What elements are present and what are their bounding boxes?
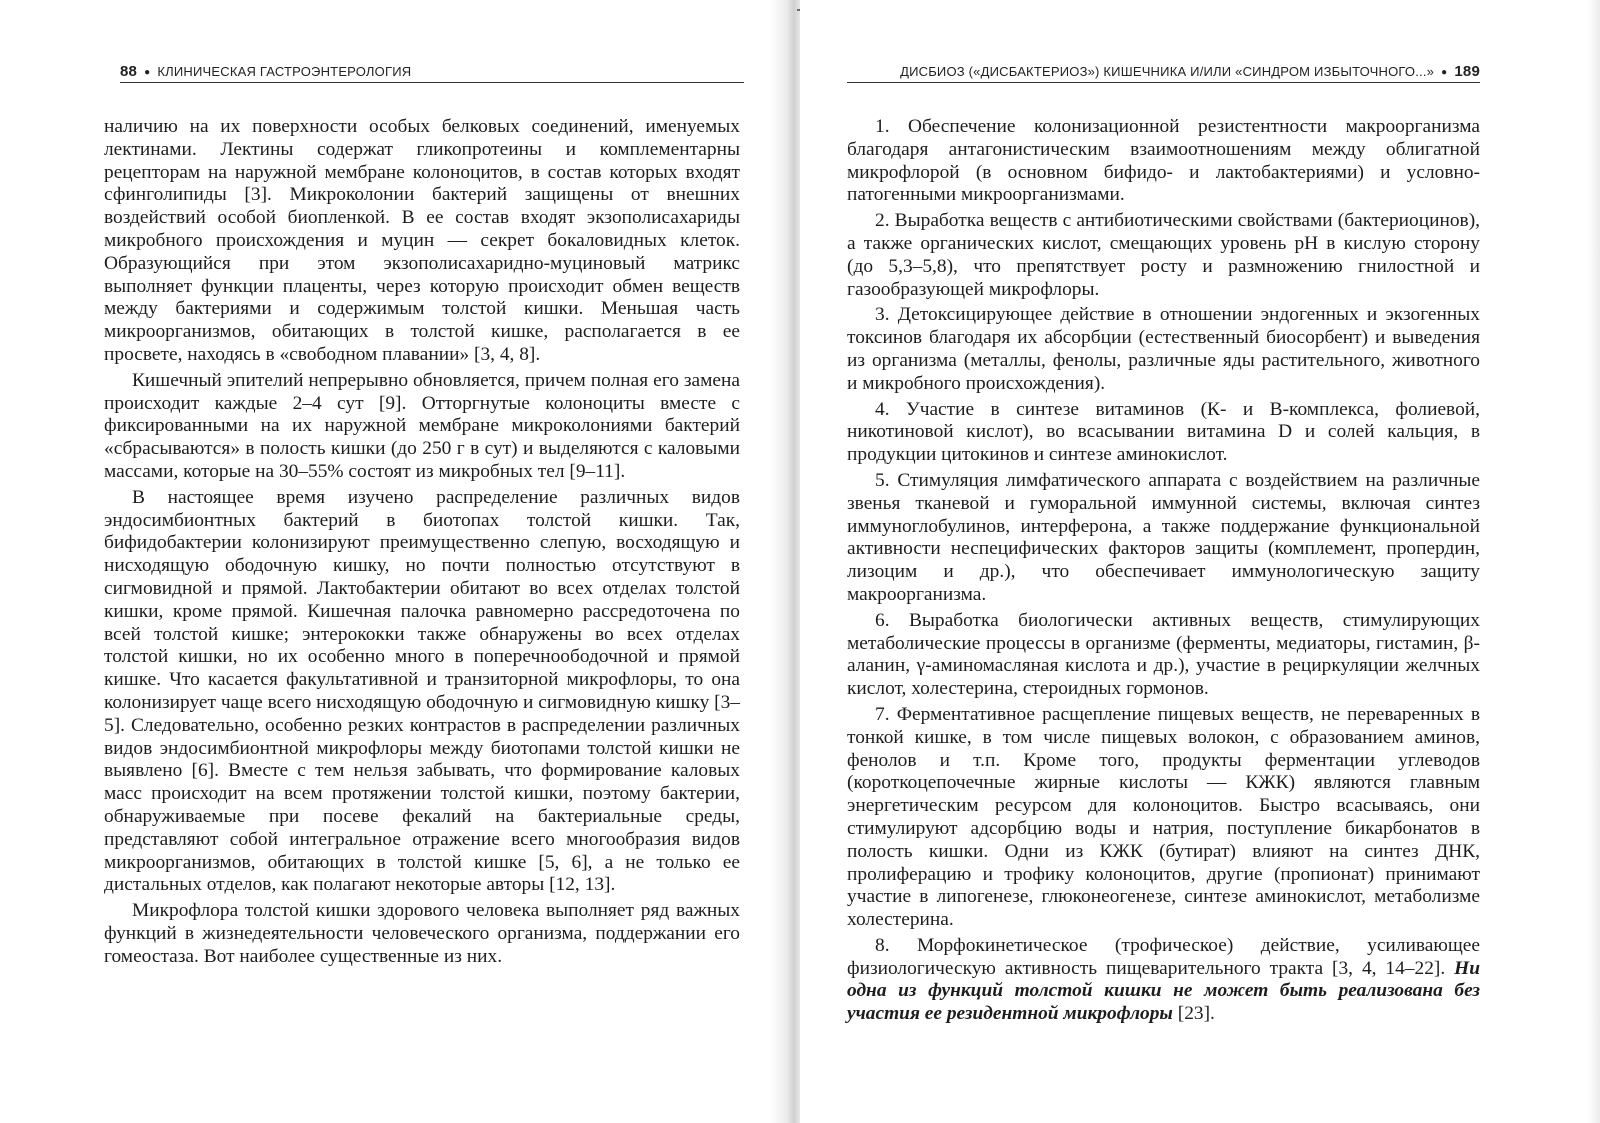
list-item: 5. Стимуляция лимфатического аппарата с воздействием на различные звенья тканевой и гуморальной иммунной системы, включая синтез иммуноглобулинов, интерферона, а также поддержание функциональной активности неспецифических факторов защиты (комплемент, пропердин, лизоцим и др.), что обеспечивает иммунологическую защиту макроорганизма. bbox=[847, 469, 1480, 605]
left-running-head-title: КЛИНИЧЕСКАЯ ГАСТРОЭНТЕРОЛОГИЯ bbox=[157, 64, 412, 79]
right-text-block bbox=[847, 116, 1480, 1026]
list-item bbox=[847, 935, 1480, 1026]
page-edge bbox=[1588, 0, 1600, 1123]
list-item: 2. Выработка веществ с антибиотическими свойствами (бактериоцинов), а также органических кислот, смещающих уровень pH в кислую сторону (до 5,3–5,8), что препятствует росту и размножению гнилостной и газообразующей микрофлоры. bbox=[847, 210, 1480, 300]
paragraph: наличию на их поверхности особых белковых соединений, именуемых лектинами. Лектины содержат гликопротеины и комплементарны рецепторам на наружной мембране колоноцитов, в состав которых входят сфинголипиды [3]. Микроколонии бактерий защищены от внешних воздействий особой биопленкой. В ее состав входят экзополисахариды микробного происхождения и муцин — секрет бокаловидных клеток. Образующийся при этом экзополисахаридно-муциновый матрикс выполняет функции плаценты, через которую происходит обмен веществ между бактериями и содержимым толстой кишки. Меньшая часть микроорганизмов, обитающих в толстой кишке, располагается в ее просвете, находясь в «свободном плавании» [3, 4, 8]. bbox=[104, 116, 740, 365]
bullet-separator-icon: ● bbox=[1441, 67, 1448, 78]
emphasis-text: Ни одна из функций толстой кишки не может быть реализована без участия ее резидентной микрофлоры bbox=[847, 957, 1480, 1025]
paragraph: Кишечный эпителий непрерывно обновляется, причем полная его замена происходит каждые 2–4 сут [9]. Отторгнутые колоноциты вместе с фиксированными на их наружной мембране микроколониями бактерий «сбрасываются» в полость кишки (до 250 г в сут) и выделяются с каловыми массами, которые на 30–55% состоят из микробных тел [9–11]. bbox=[104, 369, 740, 482]
bullet-separator-icon: ● bbox=[144, 67, 151, 78]
list-item: 1. Обеспечение колонизационной резистентности макроорганизма благодаря антагонистическим взаимоотношениям между облигатной микрофлорой (в основном бифидо- и лактобактериями) и условно-патогенными микроорганизмами. bbox=[847, 116, 1480, 206]
left-text-block bbox=[104, 116, 740, 968]
list-item: 6. Выработка биологически активных веществ, стимулирующих метаболические процессы в организме (ферменты, медиаторы, гистамин, β-аланин, γ-аминомасляная кислота и др.), участие в рециркуляции желчных кислот, холестерина, стероидных гормонов. bbox=[847, 609, 1480, 700]
list-item-text: 8. Морфокинетическое (трофическое) действие, усиливающее физиологическую активность пищеварительного тракта [3, 4, 14–22]. bbox=[847, 934, 1480, 979]
right-running-head bbox=[847, 62, 1480, 83]
paragraph: В настоящее время изучено распределение различных видов эндосимбионтных бактерий в биотопах толстой кишки. Так, бифидобактерии колонизируют преимущественно слепую, восходящую и нисходящую ободочную кишку, но почти полностью отсутствуют в сигмовидной и прямой. Лактобактерии обитают во всех отделах толстой кишки, кроме прямой. Кишечная палочка равномерно рассредоточена по всей толстой кишке; энтерококки также обнаружены во всех отделах толстой кишки, но их особенно много в поперечноободочной и прямой кишке. Что касается факультативной и транзиторной микрофлоры, то она колонизирует чаще всего нисходящую ободочную и сигмовидную кишку [3–5]. Следовательно, особенно резких контрастов в распределении различных видов эндосимбионтной микрофлоры между биотопами толстой кишки не выявлено [6]. Вместе с тем нельзя забывать, что формирование каловых масс происходит на всем протяжении толстой кишки, поэтому бактерии, обнаруживаемые при посеве фекалий на бактериальные среды, представляют собой интегральное отражение всего многообразия видов микроорганизмов, обитающих в толстой кишке [5, 6], а не только ее дистальных отделов, как полагают некоторые авторы [12, 13]. bbox=[104, 486, 740, 896]
right-page bbox=[800, 0, 1600, 1123]
left-page bbox=[0, 0, 780, 1123]
right-running-head-title: ДИСБИОЗ («ДИСБАКТЕРИОЗ») КИШЕЧНИКА И/ИЛИ «СИНДРОМ ИЗБЫТОЧНОГО...» bbox=[900, 64, 1435, 79]
list-item: 4. Участие в синтезе витаминов (К- и В-комплекса, фолиевой, никотиновой кислот), во всасывании витамина D и солей кальция, в продукции цитокинов и синтезе аминокислот. bbox=[847, 398, 1480, 466]
list-item: 7. Ферментативное расщепление пищевых веществ, не переваренных в тонкой кишке, в том числе пищевых волокон, с образованием аминов, фенолов и т.п. Кроме того, продукты ферментации углеводов (короткоцепочечные жирные кислоты — КЖК) являются главным энергетическим ресурсом для колоноцитов. Быстро всасываясь, они стимулируют адсорбцию воды и натрия, поступление бикарбонатов в полость кишки. Одни из КЖК (бутират) влияют на синтез ДНК, пролиферацию и трофику колоноцитов, другие (пропионат) принимают участие в липогенезе, глюконеогенезе, синтезе аминокислот, метаболизме холестерина. bbox=[847, 703, 1480, 931]
emphasis-reference: [23]. bbox=[1172, 1003, 1215, 1025]
right-page-number: 189 bbox=[1454, 63, 1480, 80]
left-page-number: 88 bbox=[120, 63, 138, 80]
left-running-head bbox=[120, 62, 744, 83]
paragraph: Микрофлора толстой кишки здорового человека выполняет ряд важных функций в жизнедеятельности человеческого организма, поддержании его гомеостаза. Вот наиболее существенные из них. bbox=[104, 900, 740, 967]
list-item: 3. Детоксицирующее действие в отношении эндогенных и экзогенных токсинов благодаря их абсорбции (естественный биосорбент) и выведения из организма (металлы, фенолы, различные яды растительного, животного и микробного происхождения). bbox=[847, 304, 1480, 394]
